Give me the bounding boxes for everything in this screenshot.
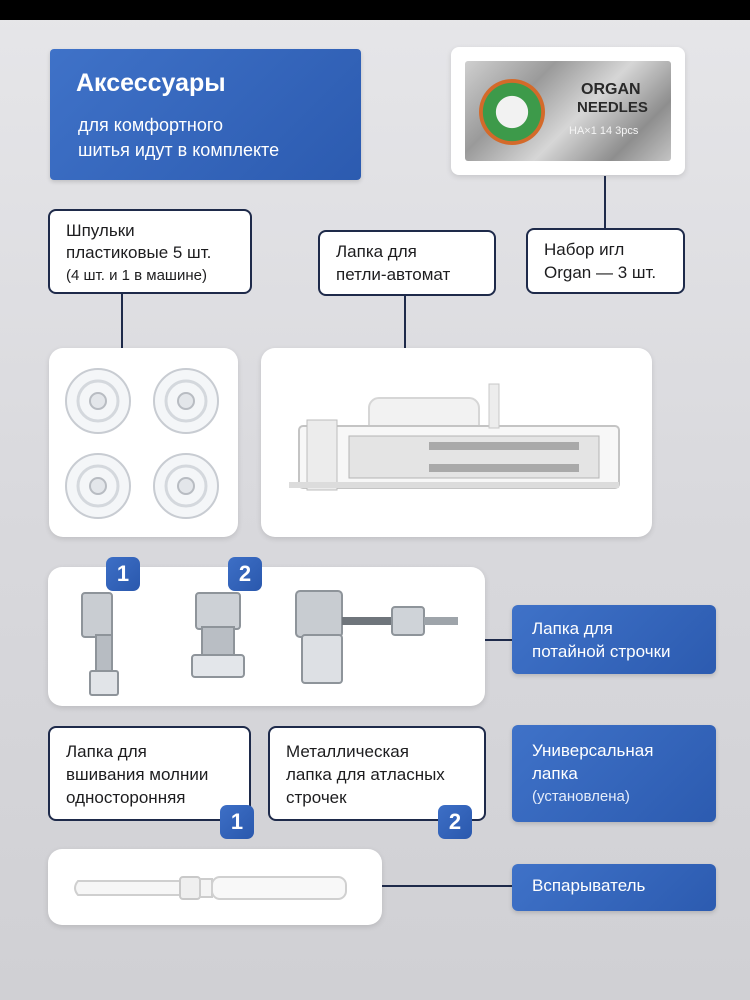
universal-line-2: лапка [532, 764, 578, 783]
zipper-foot-icon [76, 589, 126, 699]
buttonhole-label [318, 230, 496, 296]
buttonhole-foot-photo-card [261, 348, 652, 537]
bobbins-line-1: Шпульки [66, 221, 135, 240]
bobbin-icon [151, 366, 221, 436]
needles-seal-icon [479, 79, 545, 145]
blind-line-2: потайной строчки [532, 642, 671, 661]
header-subtitle-2: шитья идут в комплекте [78, 140, 280, 160]
needles-photo-card [451, 47, 685, 175]
buttonhole-foot-icon [289, 376, 629, 516]
bobbins-line-2: пластиковые 5 шт. [66, 243, 212, 262]
bobbins-note: (4 шт. и 1 в машине) [66, 267, 207, 284]
satin-foot-icon [188, 589, 248, 684]
header-title: Аксессуары [76, 69, 226, 97]
bobbin-icon [151, 451, 221, 521]
bobbin-icon [63, 451, 133, 521]
satin-line-1: Металлическая [286, 742, 409, 761]
badge-1-zipper: 1 [220, 805, 254, 839]
buttonhole-connector [404, 295, 406, 349]
zipper-line-1: Лапка для [66, 742, 147, 761]
needles-brand-1: ORGAN [581, 81, 641, 98]
ripper-connector [382, 885, 512, 887]
universal-line-1: Универсальная [532, 741, 654, 760]
needles-spec: HA×1 14 3pcs [569, 125, 639, 137]
universal-note: (установлена) [532, 788, 630, 805]
seam-ripper-card [48, 849, 382, 925]
seam-ripper-icon [70, 867, 360, 909]
needles-label [526, 228, 685, 294]
buttonhole-line-2: петли-автомат [336, 265, 451, 284]
bobbin-icon [63, 366, 133, 436]
bobbins-connector [121, 293, 123, 349]
bobbins-label [48, 209, 252, 294]
seam-ripper-label [512, 864, 716, 911]
needles-connector [604, 176, 606, 228]
badge-1: 1 [106, 557, 140, 591]
ripper-label-text: Вспарыватель [532, 876, 646, 895]
buttonhole-line-1: Лапка для [336, 242, 417, 261]
blind-stitch-foot-icon [288, 585, 468, 690]
needles-brand-2: NEEDLES [577, 99, 648, 116]
header-banner [50, 49, 361, 180]
blind-connector [485, 639, 512, 641]
blind-stitch-label [512, 605, 716, 674]
needles-line-1: Набор игл [544, 240, 625, 259]
zipper-line-2: вшивания молнии [66, 765, 209, 784]
satin-line-3: строчек [286, 788, 347, 807]
badge-2-satin: 2 [438, 805, 472, 839]
bobbins-photo-card [49, 348, 238, 537]
blind-line-1: Лапка для [532, 619, 613, 638]
badge-2: 2 [228, 557, 262, 591]
universal-foot-label [512, 725, 716, 822]
satin-line-2: лапка для атласных [286, 765, 445, 784]
needles-package [465, 61, 671, 161]
header-subtitle-1: для комфортного [78, 115, 224, 135]
top-bar [0, 0, 750, 20]
zipper-line-3: односторонняя [66, 788, 186, 807]
needles-line-2: Organ — 3 шт. [544, 263, 657, 282]
